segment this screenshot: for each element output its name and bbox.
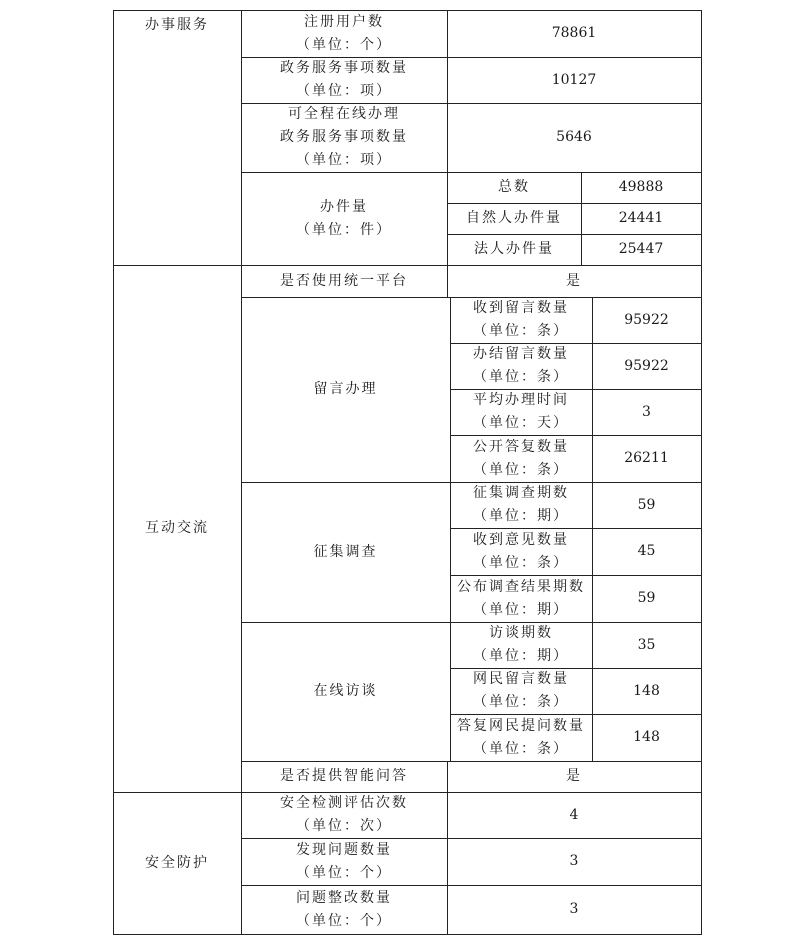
messages-avg-time-label: 平均办理时间 （单位：天） <box>473 392 569 431</box>
unified-platform-value: 是 <box>566 272 582 289</box>
issues-found-label: 发现问题数量 （单位：个） <box>296 841 392 881</box>
messages-group-title: 留言办理 <box>313 381 378 397</box>
messages-received-label: 收到留言数量 （单位：条） <box>473 300 569 339</box>
messages-resolved-label: 办结留言数量 （单位：条） <box>473 346 569 385</box>
section-title-security: 安全防护 <box>145 854 209 871</box>
cases-legal-value: 25447 <box>618 241 664 257</box>
table-border-bottom <box>113 934 702 935</box>
service-items-label: 政务服务事项数量 （单位：项） <box>280 60 408 99</box>
section-title-interaction: 互动交流 <box>145 520 209 536</box>
table-border-right <box>701 10 702 935</box>
cases-natural-value: 24441 <box>618 210 664 226</box>
survey-results-label: 公布调查结果期数 （单位：期） <box>457 578 585 618</box>
interview-answered-value: 148 <box>633 729 660 745</box>
messages-public-replies-value: 26211 <box>624 450 669 466</box>
cases-label: 办件量 （单位：件） <box>296 198 392 238</box>
registered-users-label: 注册用户数 （单位：个） <box>296 13 392 53</box>
cases-natural-label: 自然人办件量 <box>466 210 562 226</box>
smart-qa-value: 是 <box>566 768 582 784</box>
registered-users-value: 78861 <box>551 25 597 41</box>
interview-periods-label: 访谈期数 （单位：期） <box>473 625 569 664</box>
interview-periods-value: 35 <box>637 636 656 653</box>
survey-results-value: 59 <box>637 590 656 606</box>
survey-periods-label: 征集调查期数 （单位：期） <box>473 485 569 524</box>
survey-group-title: 征集调查 <box>313 543 378 560</box>
messages-avg-time-value: 3 <box>642 403 651 420</box>
security-checks-value: 4 <box>569 806 579 823</box>
interview-netizen-msgs-value: 148 <box>633 682 660 699</box>
messages-resolved-value: 95922 <box>624 357 669 374</box>
interview-group-title: 在线访谈 <box>313 683 378 699</box>
survey-periods-value: 59 <box>637 496 656 513</box>
messages-public-replies-label: 公开答复数量 （单位：条） <box>473 438 569 478</box>
online-items-label: 可全程在线办理 政务服务事项数量 （单位：项） <box>280 106 408 168</box>
section-title-service: 办事服务 <box>145 17 209 33</box>
cases-total-label: 总数 <box>498 179 530 195</box>
unified-platform-label: 是否使用统一平台 <box>280 272 408 289</box>
interview-answered-label: 答复网民提问数量 （单位：条） <box>457 717 585 757</box>
security-checks-label: 安全检测评估次数 （单位：次） <box>280 795 408 834</box>
smart-qa-label: 是否提供智能问答 <box>280 768 408 784</box>
cases-legal-label: 法人办件量 <box>474 241 554 257</box>
service-items-value: 10127 <box>551 71 597 88</box>
messages-received-value: 95922 <box>624 311 669 328</box>
issues-found-value: 3 <box>569 853 579 869</box>
issues-fixed-value: 3 <box>569 901 579 917</box>
survey-opinions-label: 收到意见数量 （单位：条） <box>473 531 569 571</box>
cases-total-value: 49888 <box>618 179 664 195</box>
issues-fixed-label: 问题整改数量 （单位：个） <box>296 889 392 929</box>
online-items-value: 5646 <box>556 129 592 145</box>
survey-opinions-value: 45 <box>637 543 656 559</box>
interview-netizen-msgs-label: 网民留言数量 （单位：条） <box>473 671 569 710</box>
